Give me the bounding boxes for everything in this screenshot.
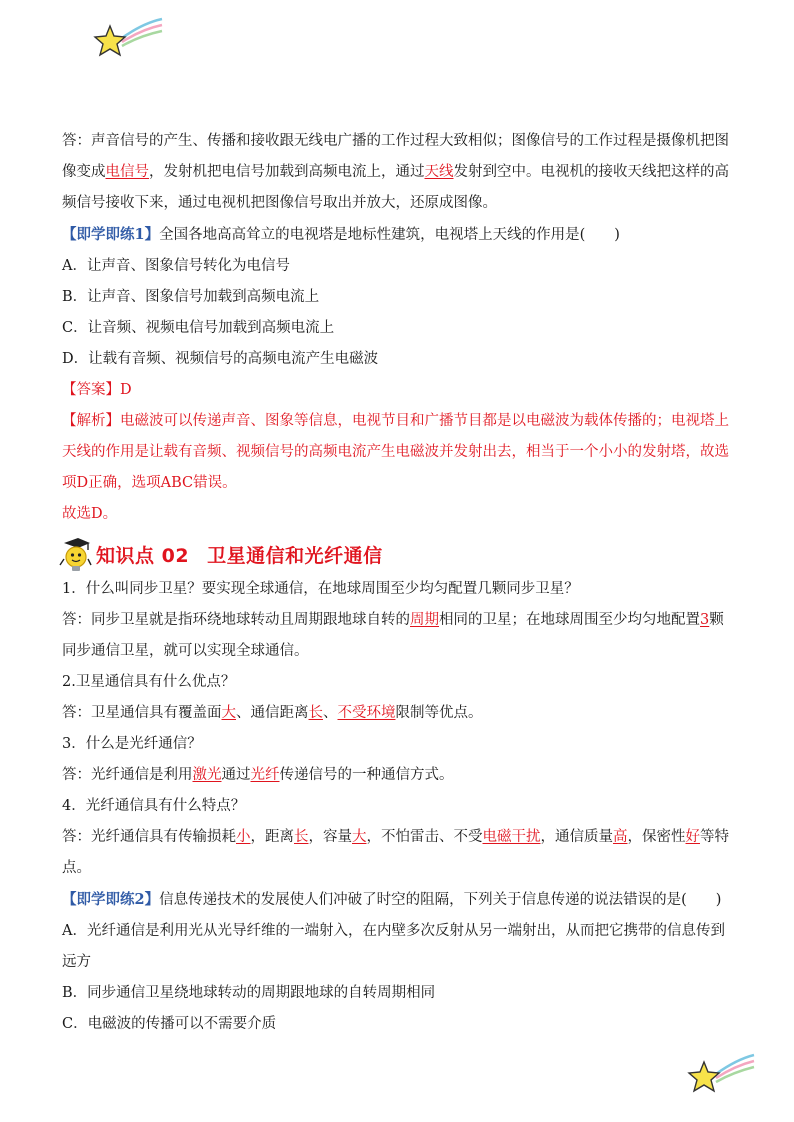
section-code: 知识点 02 xyxy=(96,544,190,567)
blank-answer: 好 xyxy=(685,829,700,845)
section-title: 卫星通信和光纤通信 xyxy=(207,544,383,567)
blank-answer: 激光 xyxy=(192,767,222,783)
option-b: B．同步通信卫星绕地球转动的周期跟地球的自转周期相同 xyxy=(62,985,436,1001)
option-d: D．让载有音频、视频信号的高频电流产生电磁波 xyxy=(62,351,379,367)
answer-2: 答：卫星通信具有覆盖面大、通信距离长、不受环境限制等优点。 xyxy=(62,705,483,721)
answer-value: D xyxy=(120,382,132,398)
question-4: 4．光纤通信具有什么特点？ xyxy=(62,798,246,814)
answer-3: 答：光纤通信是利用激光通过光纤传递信号的一种通信方式。 xyxy=(62,767,454,783)
exercise-tag: 【即学即练2】 xyxy=(62,891,160,908)
blank-answer: 天线 xyxy=(424,164,454,180)
answer-tag: 【答案】 xyxy=(62,382,120,398)
option-a: A．让声音、图象信号转化为电信号 xyxy=(62,258,290,274)
blank-answer: 电磁干扰 xyxy=(482,829,541,845)
blank-answer: 3 xyxy=(700,612,710,628)
conclusion: 故选D。 xyxy=(62,506,118,522)
answer-1: 答：同步卫星就是指环绕地球转动且周期跟地球自转的周期相同的卫星；在地球周围至少均匀地配置3颗同步通信卫星，就可以实现全球通信。 xyxy=(62,612,724,659)
shooting-star-icon xyxy=(686,1052,756,1096)
answer-line xyxy=(62,375,734,406)
question-2: 2.卫星通信具有什么优点？ xyxy=(62,674,236,690)
section-heading xyxy=(62,534,734,574)
exercise-1-question: 【即学即练1】全国各地高高耸立的电视塔是地标性建筑，电视塔上天线的作用是( ) xyxy=(62,226,620,243)
blank-answer: 小 xyxy=(236,829,251,845)
shooting-star-icon xyxy=(92,16,164,60)
lightbulb-mascot-icon xyxy=(58,535,92,573)
intro-answer: 答：声音信号的产生、传播和接收跟无线电广播的工作过程大致相似；图像信号的工作过程是摄像机把图像变成电信号，发射机把电信号加载到高频电流上，通过天线发射到空中。电视机的接收天线把这样的高频信号接收下来，通过电视机把图像信号取出并放大，还原成图像。 xyxy=(62,133,729,211)
option-c: C．电磁波的传播可以不需要介质 xyxy=(62,1016,277,1032)
blank-answer: 周期 xyxy=(410,612,439,628)
question-1: 1．什么叫同步卫星？要实现全球通信，在地球周围至少均匀配置几颗同步卫星？ xyxy=(62,581,579,597)
option-b: B．让声音、图象信号加载到高频电流上 xyxy=(62,289,320,305)
analysis-paragraph: 【解析】电磁波可以传递声音、图象等信息，电视节目和广播节目都是以电磁波为载体传播的；电视塔上天线的作用是让载有音频、视频信号的高频电流产生电磁波并发射出去，相当于一个小小的发射塔，故选项D正确，选项ABC错误。 xyxy=(62,413,729,491)
blank-answer: 大 xyxy=(221,705,236,721)
option-a: A．光纤通信是利用光从光导纤维的一端射入，在内壁多次反射从另一端射出，从而把它携带的信息传到远方 xyxy=(62,923,725,970)
blank-answer: 电信号 xyxy=(105,164,149,180)
question-3: 3．什么是光纤通信？ xyxy=(62,736,202,752)
option-c: C．让音频、视频电信号加载到高频电流上 xyxy=(62,320,335,336)
blank-answer: 大 xyxy=(352,829,367,845)
blank-answer: 长 xyxy=(294,829,309,845)
exercise-2-question: 【即学即练2】信息传递技术的发展使人们冲破了时空的阻隔，下列关于信息传递的说法错误的是( ) xyxy=(62,891,722,908)
document-body xyxy=(62,126,734,1040)
blank-answer: 不受环境 xyxy=(337,705,396,721)
analysis-tag: 【解析】 xyxy=(62,413,120,429)
exercise-tag: 【即学即练1】 xyxy=(62,226,160,243)
blank-answer: 长 xyxy=(308,705,323,721)
answer-4: 答：光纤通信具有传输损耗小，距离长，容量大，不怕雷击、不受电磁干扰，通信质量高，保密性好等特点。 xyxy=(62,829,729,876)
blank-answer: 光纤 xyxy=(250,767,280,783)
blank-answer: 高 xyxy=(613,829,628,845)
